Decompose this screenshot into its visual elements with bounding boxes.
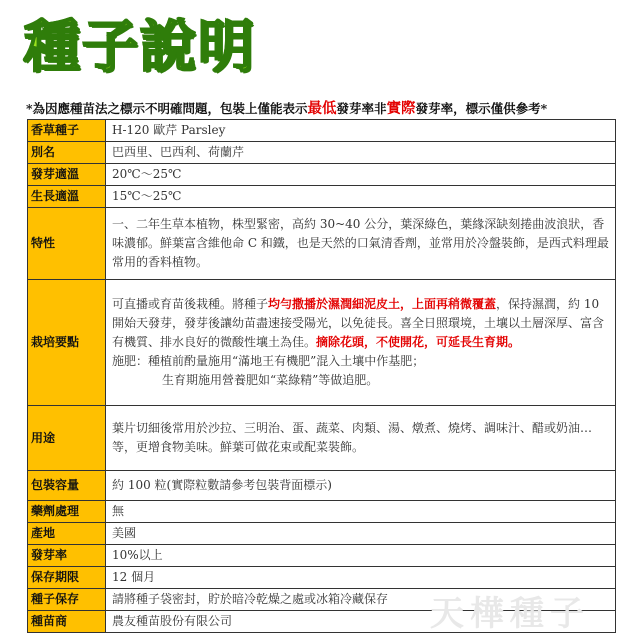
watermark-logo: 天樺種子: [430, 594, 590, 634]
label-germ-temp: 發芽適溫: [28, 164, 106, 186]
label-germ-rate: 發芽率: [28, 545, 106, 567]
label-expiry: 保存期限: [28, 567, 106, 589]
notice-highlight-lowest: 最低: [307, 100, 337, 117]
label-chemical: 藥劑處理: [28, 501, 106, 523]
value-grow-temp: 15℃～25℃: [106, 186, 616, 208]
notice-text: [26, 97, 626, 118]
notice-prefix: *為因應種苗法之標示不明確問題，包裝上僅能表示: [26, 101, 308, 116]
label-capacity: 包裝容量: [28, 471, 106, 501]
table-row: [28, 523, 616, 545]
label-name: 香草種子: [28, 120, 106, 142]
table-row: [28, 164, 616, 186]
label-traits: 特性: [28, 208, 106, 280]
value-chemical: 無: [106, 501, 616, 523]
page-title: 種子說明: [24, 15, 256, 80]
notice-highlight-actual: 實際: [386, 100, 416, 117]
table-row: [28, 501, 616, 523]
table-row: [28, 406, 616, 471]
value-cultivation: [106, 280, 616, 406]
cultivation-text-2: ，保持濕潤，約 10 開始天發芽，發芽後讓幼苗盡速接受陽光，以免徒長。喜全日照環境，土壤以土層深厚、富含有機質、排水良好的微酸性壤土為佳。: [112, 297, 605, 349]
label-usage: 用途: [28, 406, 106, 471]
label-origin: 產地: [28, 523, 106, 545]
table-row: [28, 471, 616, 501]
value-name: H-120 歐芹 Parsley: [106, 120, 616, 142]
value-alias: 巴西里、巴西利、荷蘭芹: [106, 142, 616, 164]
table-row: [28, 208, 616, 280]
cultivation-highlight-1: 均勻撒播於濕潤細泥皮土，上面再稍微覆蓋: [268, 297, 497, 311]
table-row: [28, 280, 616, 406]
seed-info-table: [27, 119, 616, 633]
table-row: [28, 120, 616, 142]
cultivation-text-1: 可直播或育苗後栽種。將種子: [112, 297, 269, 311]
value-germ-rate: 10%以上: [106, 545, 616, 567]
cultivation-highlight-2: 摘除花頭，不使開花，可延長生育期。: [316, 335, 521, 349]
value-supplier: 農友種苗股份有限公司: [106, 611, 616, 633]
value-storage: 請將種子袋密封，貯於暗冷乾燥之處或冰箱冷藏保存: [106, 589, 616, 611]
label-alias: 別名: [28, 142, 106, 164]
value-traits: 一、二年生草本植物，株型緊密，高約 30~40 公分，葉深綠色，葉緣深缺刻捲曲波浪狀，香味濃郁。鮮葉富含維他命 C 和鐵，也是天然的口氣清香劑，並常用於冷盤裝飾，是西式料理最常用的香料植物。: [106, 208, 616, 280]
cultivation-fertilizer-2: 生育期施用營養肥如“菜綠精”等做追肥。: [162, 373, 379, 387]
notice-middle: 發芽率非: [336, 101, 387, 116]
table-row: [28, 186, 616, 208]
value-usage: 葉片切細後常用於沙拉、三明治、蛋、蔬菜、肉類、湯、燉煮、燒烤、調味汁、醋或奶油…等，更增食物美味。鮮葉可做花束或配菜裝飾。: [106, 406, 616, 471]
value-origin: 美國: [106, 523, 616, 545]
label-cultivation: 栽培要點: [28, 280, 106, 406]
label-grow-temp: 生長適溫: [28, 186, 106, 208]
value-germ-temp: 20℃～25℃: [106, 164, 616, 186]
label-supplier: 種苗商: [28, 611, 106, 633]
table-row: [28, 545, 616, 567]
notice-suffix: 發芽率，標示僅供參考*: [415, 101, 548, 116]
value-expiry: 12 個月: [106, 567, 616, 589]
table-row: [28, 142, 616, 164]
value-capacity: 約 100 粒(實際粒數請參考包裝背面標示): [106, 471, 616, 501]
label-storage: 種子保存: [28, 589, 106, 611]
cultivation-fertilizer-1: 施肥：種植前酌量施用“滿地王有機肥”混入土壤中作基肥；: [112, 354, 425, 368]
